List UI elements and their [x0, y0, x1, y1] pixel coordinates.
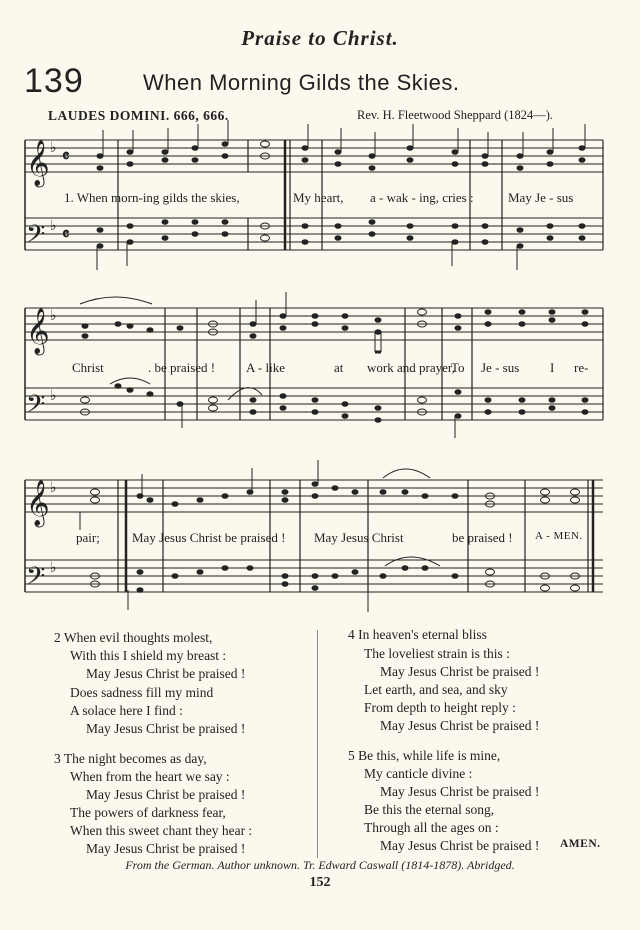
lyric-line-2c: A - like — [246, 360, 285, 375]
lyric-line-3a: pair; — [76, 530, 100, 545]
lyric-line-3d: be praised ! — [452, 530, 513, 545]
verse-3-line-3: May Jesus Christ be praised ! — [86, 787, 246, 802]
lyric-line-2i: re- — [574, 360, 589, 375]
bass-clef-icon: 𝄢 — [26, 390, 46, 425]
flat-sign-icon: ♭ — [50, 218, 57, 234]
staff-system-1-bass — [25, 218, 603, 250]
flat-sign-icon: ♭ — [50, 560, 57, 576]
lyric-amen: A - MEN. — [535, 530, 583, 542]
hymn-title: When Morning Gilds the Skies. — [143, 70, 460, 95]
verse-4-line-6: May Jesus Christ be praised ! — [380, 718, 540, 733]
lyric-line-3c: May Jesus Christ — [314, 530, 404, 545]
verse-4-line-3: May Jesus Christ be praised ! — [380, 664, 540, 679]
flat-sign-icon: ♭ — [50, 140, 57, 156]
lyric-line-2d: at — [334, 360, 344, 375]
treble-clef-icon: 𝄞 — [26, 308, 50, 354]
lyric-line-1a: 1. When morn-ing gilds the skies, — [64, 190, 240, 205]
treble-clef-icon: 𝄞 — [26, 140, 50, 186]
verse-5-line-3: May Jesus Christ be praised ! — [380, 784, 540, 799]
verse-4-line-4: Let earth, and sea, and sky — [364, 682, 508, 697]
verse-5-line-4: Be this the eternal song, — [364, 802, 495, 817]
verse-3-line-2: When from the heart we say : — [70, 769, 230, 784]
verse-2-line-3: May Jesus Christ be praised ! — [86, 666, 246, 681]
verse-4-line-1: 4 In heaven's eternal bliss — [348, 627, 487, 642]
verse-5-line-6: May Jesus Christ be praised ! — [380, 838, 540, 853]
hymn-number: 139 — [24, 62, 84, 100]
lyric-line-3b: May Jesus Christ be praised ! — [132, 530, 286, 545]
lyric-line-2f: To — [451, 360, 465, 375]
verse-4-line-5: From depth to height reply : — [364, 700, 516, 715]
flat-sign-icon: ♭ — [50, 308, 57, 324]
verse-5-line-5: Through all the ages on : — [364, 820, 499, 835]
lyric-line-2b: . be praised ! — [148, 360, 216, 375]
staff-system-2-bass — [25, 388, 603, 420]
common-time-icon: 𝄴 — [62, 225, 70, 245]
verse-2-line-2: With this I shield my breast : — [70, 648, 227, 663]
bass-clef-icon: 𝄢 — [26, 562, 46, 597]
lyric-line-1c: a - wak - ing, cries : — [370, 190, 474, 205]
verse-3-line-6: May Jesus Christ be praised ! — [86, 841, 246, 856]
treble-clef-icon: 𝄞 — [26, 480, 50, 526]
common-time-icon: 𝄴 — [62, 147, 70, 167]
column-divider — [317, 630, 318, 858]
verse-5-line-2: My canticle divine : — [364, 766, 473, 781]
verse-2-line-5: A solace here I find : — [70, 703, 183, 718]
verse-2-line-1: 2 When evil thoughts molest, — [54, 630, 213, 645]
flat-sign-icon: ♭ — [50, 480, 57, 496]
flat-sign-icon: ♭ — [50, 388, 57, 404]
slurs — [80, 297, 440, 566]
verse-4-line-2: The loveliest strain is this : — [364, 646, 510, 661]
verse-2-line-6: May Jesus Christ be praised ! — [86, 721, 246, 736]
footer-credit: From the German. Author unknown. Tr. Edward Caswall (1814-1878). Abridged. — [125, 858, 515, 872]
page-number: 152 — [309, 875, 331, 890]
verse-5-amen: AMEN. — [560, 838, 601, 850]
verse-3-line-1: 3 The night becomes as day, — [54, 751, 207, 766]
verse-3-line-4: The powers of darkness fear, — [70, 805, 226, 820]
section-title: Praise to Christ. — [241, 26, 399, 50]
tune-name: LAUDES DOMINI. 666, 666. — [48, 108, 229, 123]
verse-2-line-4: Does sadness fill my mind — [70, 685, 214, 700]
author-credit: Rev. H. Fleetwood Sheppard (1824—). — [357, 108, 554, 122]
lyric-line-2g: Je - sus — [481, 360, 520, 375]
lyric-line-2a: Christ — [72, 360, 104, 375]
lyric-line-1b: My heart, — [293, 190, 344, 205]
staff-system-1-treble — [25, 140, 603, 172]
verse-3-line-5: When this sweet chant they hear : — [70, 823, 253, 838]
bass-clef-icon: 𝄢 — [26, 220, 46, 255]
verse-5-line-1: 5 Be this, while life is mine, — [348, 748, 501, 763]
lyric-line-2e: work and prayer, — [367, 360, 455, 375]
lyric-line-2h: I — [550, 360, 555, 375]
lyric-line-1d: May Je - sus — [508, 190, 574, 205]
